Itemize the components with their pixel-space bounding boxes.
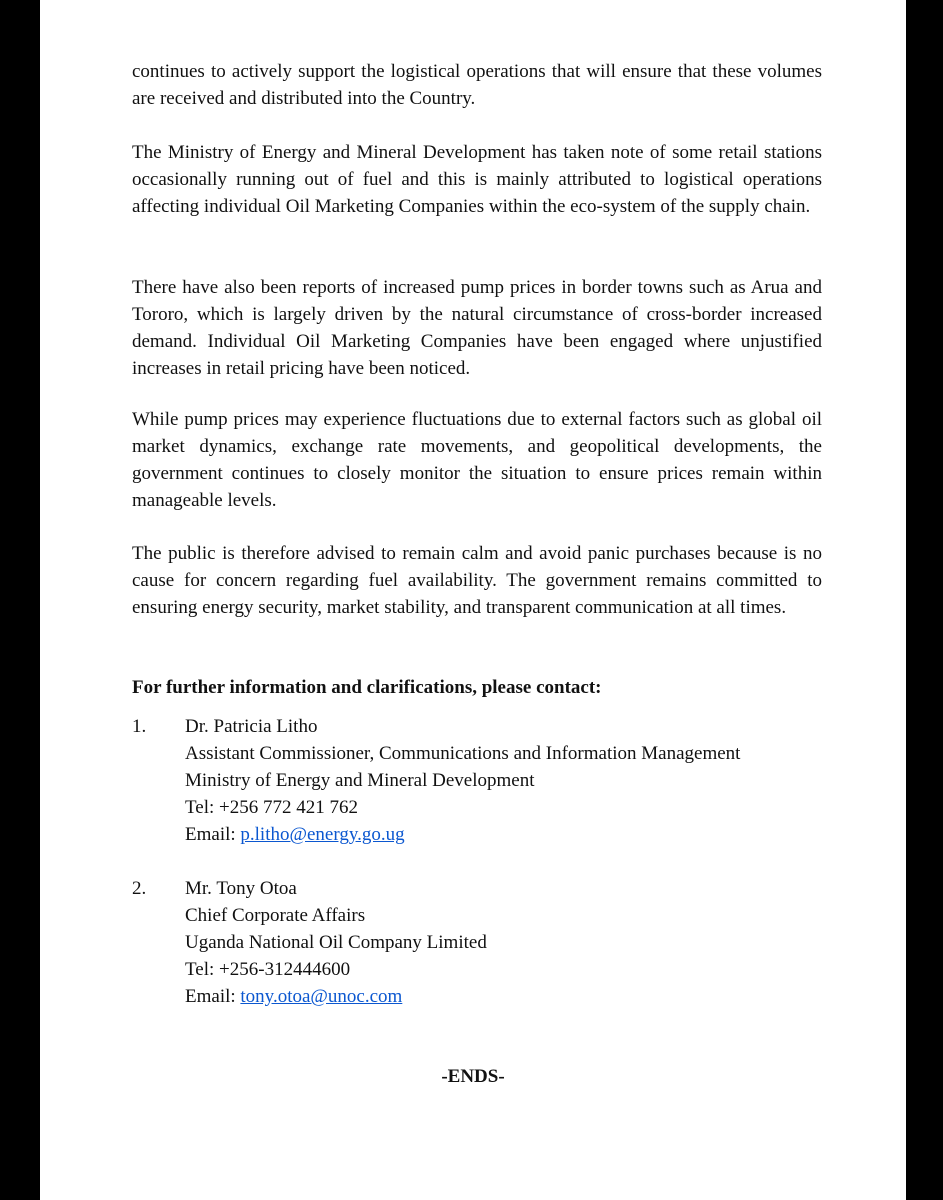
ends-marker: -ENDS- — [441, 1066, 505, 1087]
contact-heading: For further information and clarifications, please contact: — [132, 677, 602, 698]
paragraph-retail-stations: The Ministry of Energy and Mineral Development has taken note of some retail stations occasionally running out of fuel and this is mainly attributed to logistical operations affecting individual Oil Marketing Companies within the eco-system of the supply chain. — [132, 142, 822, 217]
paragraph-price-fluctuations: While pump prices may experience fluctuations due to external factors such as global oil market dynamics, exchange rate movements, and geopolitical developments, the government continues to closely monitor the situation to ensure prices remain within manageable levels. — [132, 409, 822, 511]
contact-email-line — [185, 983, 487, 1010]
contact-email-line — [185, 821, 740, 848]
contact-email-link[interactable]: p.litho@energy.go.ug — [240, 824, 405, 845]
contact-title: Assistant Commissioner, Communications and Information Management — [185, 743, 741, 764]
contact-name: Dr. Patricia Litho — [185, 716, 318, 737]
paragraph-public-advice: The public is therefore advised to remain calm and avoid panic purchases because is no cause for concern regarding fuel availability. The government remains committed to ensuring energy security, market stability, and transparent communication at all times. — [132, 543, 822, 618]
contact-tel: Tel: +256 772 421 762 — [185, 797, 358, 818]
contact-item — [132, 713, 832, 853]
contact-email-label: Email: — [185, 824, 241, 845]
paragraph-border-prices: There have also been reports of increased pump prices in border towns such as Arua and Tororo, which is largely driven by the natural circumstance of cross-border increased demand. Individual Oil Marketing Companies have been engaged where unjustified increases in retail pricing have been noticed. — [132, 277, 822, 379]
contact-organization: Ministry of Energy and Mineral Development — [185, 770, 535, 791]
contact-email-label: Email: — [185, 986, 241, 1007]
contact-number: 1. — [132, 716, 147, 737]
contact-email-link[interactable]: tony.otoa@unoc.com — [240, 986, 403, 1007]
contact-item — [132, 875, 832, 1015]
contact-name: Mr. Tony Otoa — [185, 878, 297, 899]
document-page — [40, 0, 906, 1200]
paragraph-logistics: continues to actively support the logistical operations that will ensure that these volumes are received and distributed into the Country. — [132, 61, 822, 109]
contact-number: 2. — [132, 878, 147, 899]
contact-title: Chief Corporate Affairs — [185, 905, 366, 926]
contact-organization: Uganda National Oil Company Limited — [185, 932, 487, 953]
contact-tel: Tel: +256-312444600 — [185, 959, 351, 980]
